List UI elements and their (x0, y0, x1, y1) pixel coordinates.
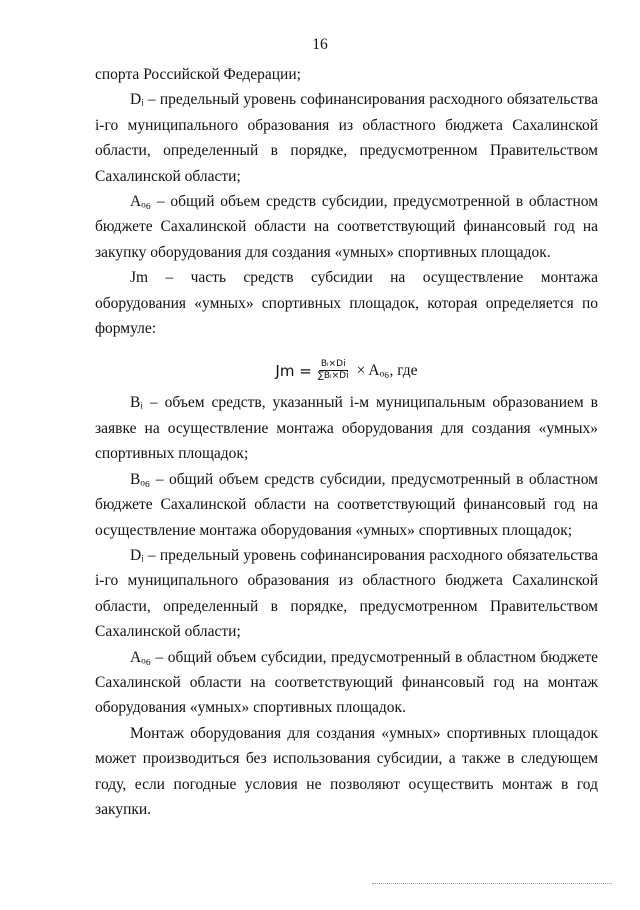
paragraph-aob-installation: Aₒ₆ – общий объем субсидии, предусмотренный в областном бюджете Сахалинской области на соответствующий финансовый год на монтаж оборудования «умных» спортивных площадок. (95, 648, 598, 717)
formula-lhs: Jm = (275, 361, 312, 380)
paragraph-bi-definition: Bᵢ – объем средств, указанный i-м муниципальным образованием в заявке на осуществление монтажа оборудования для создания «умных» спортивных площадок; (95, 394, 598, 463)
document-body (95, 62, 598, 822)
formula-rhs: × Aₒ₆, где (356, 361, 418, 379)
paragraph-di-definition: Dᵢ – предельный уровень софинансирования расходного обязательства i-го муниципального образования из областного бюджета Сахалинской области, определенный в порядке, предусмотренном Правительством Сахалинской области; (95, 91, 598, 185)
formula-fraction (316, 359, 351, 382)
paragraph-aob-purchase: Aₒ₆ – общий объем средств субсидии, предусмотренной в областном бюджете Сахалинской области на соответствующий финансовый год на закупку оборудования для создания «умных» спортивных площадок. (95, 193, 598, 261)
page-number: 16 (312, 36, 328, 53)
paragraph-jm-intro: Jm – часть средств субсидии на осуществление монтажа оборудования «умных» спортивных площадок, которая определяется по формуле: (95, 269, 598, 338)
paragraph-di-definition-2: Dᵢ – предельный уровень софинансирования расходного обязательства i-го муниципального образования из областного бюджета Сахалинской области, определенный в порядке, предусмотренном Правительством Сахалинской области; (95, 546, 598, 641)
paragraph-installation-note: Монтаж оборудования для создания «умных» спортивных площадок может производиться без использования субсидии, а также в следующем году, если погодные условия не позволяют осуществить монтаж в год закупки. (95, 724, 598, 818)
paragraph-bob-definition: Bₒ₆ – общий объем средств субсидии, предусмотренный в областном бюджете Сахалинской области на соответствующий финансовый год на осуществление монтажа оборудования «умных» спортивных площадок; (95, 470, 598, 539)
formula-jm (95, 359, 598, 382)
formula-numerator: Bᵢ×Di (320, 359, 346, 370)
formula-denominator: ∑Bᵢ×Di (317, 371, 349, 382)
paragraph-sport-federation: спорта Российской Федерации; (95, 66, 301, 83)
footer-rule (372, 883, 612, 884)
